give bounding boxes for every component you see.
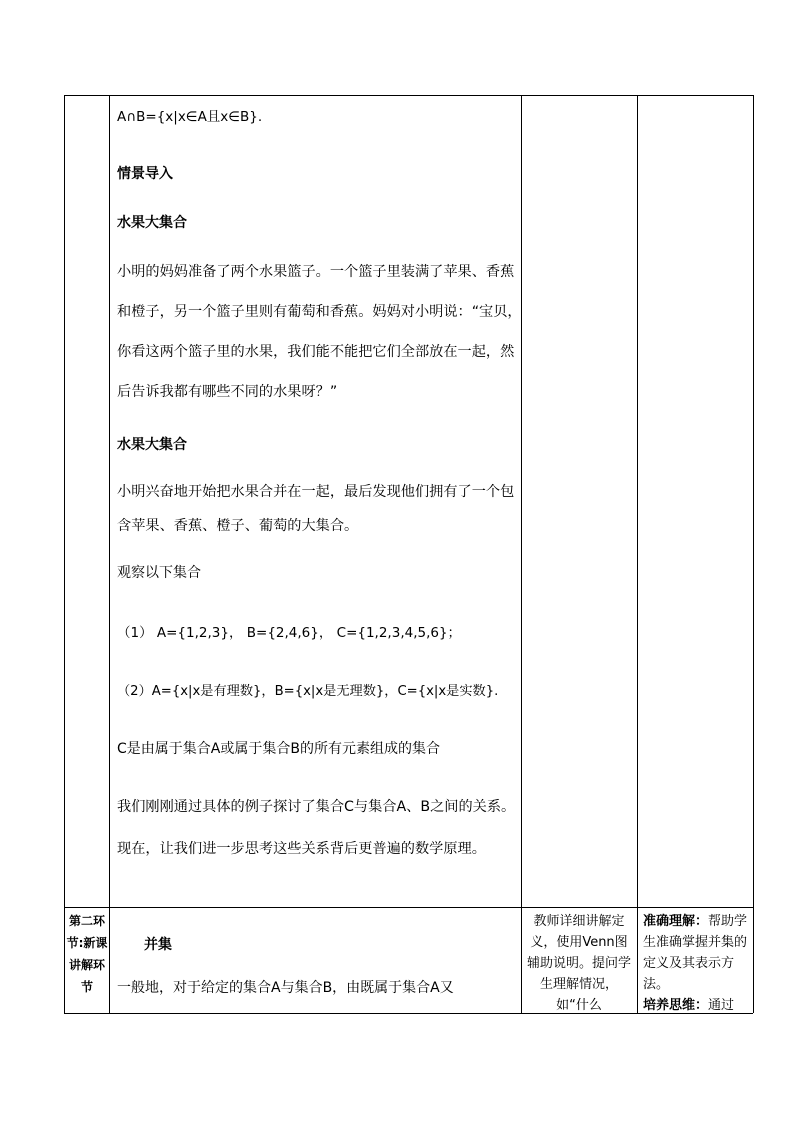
heading-union: 并集 (144, 937, 172, 953)
story-paragraph: 小明兴奋地开始把水果合并在一起，最后发现他们拥有了一个包含苹果、香蕉、橙子、葡萄的大集合。 (117, 484, 515, 534)
teacher-activity-cell: 教师详细讲解定义，使用Venn图辅助说明。提问学生理解情况，如“什么 (526, 914, 631, 1013)
table-border-right (753, 95, 754, 1013)
intent-label: 准确理解： (643, 914, 709, 929)
table-column-divider (637, 95, 638, 1013)
table-column-divider (109, 95, 110, 1013)
observe-sets-label: 观察以下集合 (117, 565, 201, 581)
story-paragraph: 小明的妈妈准备了两个水果篮子。一个篮子里装满了苹果、香蕉和橙子，另一个篮子里则有葡萄和香蕉。妈妈对小明说：“宝贝，你看这两个篮子里的水果，我们能不能把它们全部放在一起，然后告诉我都有哪些不同的水果呀？” (117, 264, 522, 400)
heading-fruit-collection: 水果大集合 (117, 437, 187, 453)
table-border-left (64, 95, 65, 1013)
intent-label: 培养思维： (643, 998, 709, 1013)
example-sets-1: （1） A={1,2,3}， B={2,4,6}， C={1,2,3,4,5,6}； (117, 625, 462, 641)
design-intent-cell (640, 911, 755, 1016)
stage-label: 第二环节:新课讲解环节 (66, 914, 108, 994)
lesson-plan-table (64, 95, 753, 1013)
transition-paragraph: 我们刚刚通过具体的例子探讨了集合C与集合A、B之间的关系。现在，让我们进一步思考这些关系背后更普遍的数学原理。 (117, 799, 516, 857)
example-sets-2: （2）A={x|x是有理数}，B={x|x是无理数}，C={x|x是实数}. (117, 684, 499, 699)
table-row-divider (64, 907, 753, 908)
intent-text: 通过 (708, 998, 735, 1013)
table-border-top (64, 95, 753, 96)
union-observation: C是由属于集合A或属于集合B的所有元素组成的集合 (117, 741, 440, 757)
intersection-formula: A∩B={x|x∈A且x∈B}. (117, 109, 263, 125)
intent-text: 帮助学生准确掌握并集的定义及其表示方法。 (643, 914, 748, 992)
heading-scene-intro: 情景导入 (117, 166, 173, 182)
union-definition: 一般地，对于给定的集合A与集合B，由既属于集合A又 (117, 980, 454, 996)
heading-fruit-collection: 水果大集合 (117, 215, 187, 231)
